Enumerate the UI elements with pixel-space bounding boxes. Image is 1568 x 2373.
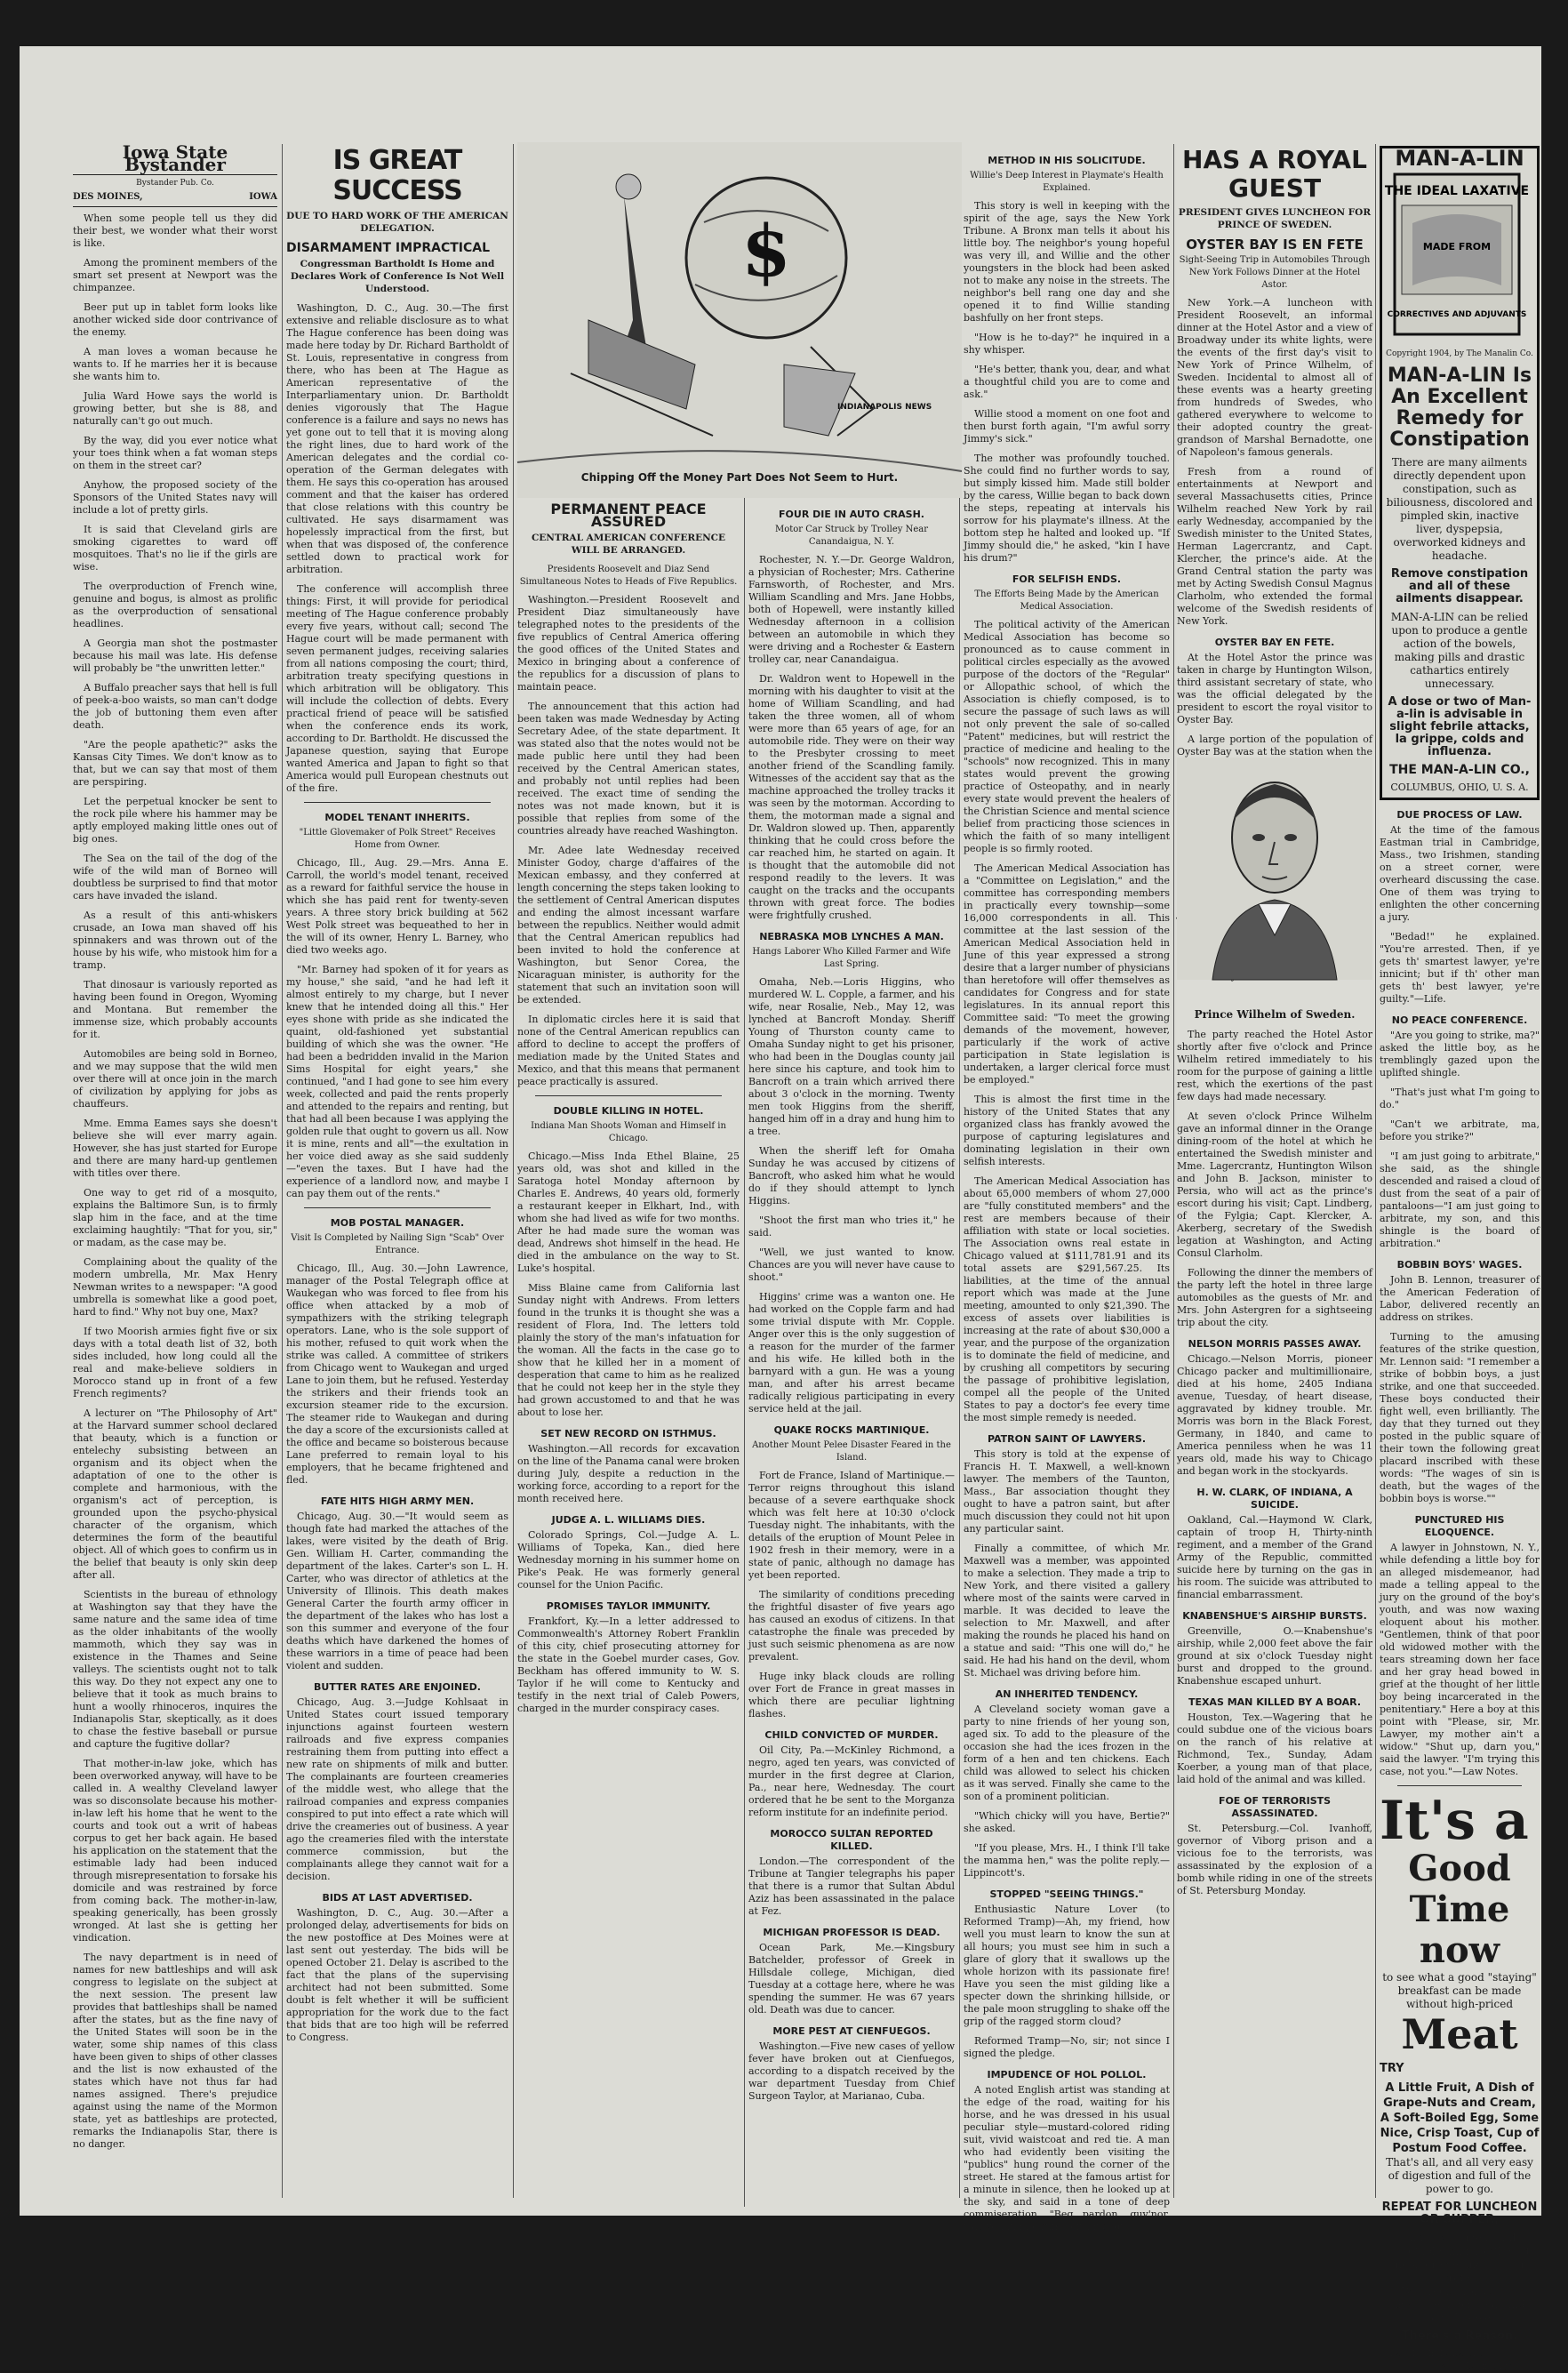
article-title: METHOD IN HIS SOLICITUDE. xyxy=(988,155,1146,166)
article-deck: Willie's Deep Interest in Playmate's Health Explained. xyxy=(970,171,1164,193)
paragraph: Mme. Emma Eames says she doesn't believe she will ever marry again. However, she has just started for Europe and there are many hard-up gentlemen with titles over there. xyxy=(73,1118,277,1179)
paragraph: Houston, Tex.—Wagering that he could subdue one of the vicious boars on the ranch of his relative at Richmond, Tex., Sunday, Adam Koerber, a young man of that place, laid hold of the animal and was killed. xyxy=(1177,1712,1372,1785)
paragraph: Finally a committee, of which Mr. Maxwell was a member, was appointed to make a selection. They made a trip to New York, and there visited a gallery where most of the saints were carved in marble. It was decided to leave the selection to Mr. Maxwell, and after making the rounds he placed his hand on a statue and said: "This one will do," he said. He had his hand on the devil, whom St. Michael was driving before him. xyxy=(964,1543,1170,1679)
article-body xyxy=(748,1744,955,1819)
column-rule xyxy=(1375,144,1376,2198)
cartoon-caption: Chipping Off the Money Part Does Not Seem to Hurt. xyxy=(580,471,899,484)
article-title: BOBBIN BOYS' WAGES. xyxy=(1396,1259,1523,1271)
article-title: SET NEW RECORD ON ISTHMUS. xyxy=(540,1428,716,1439)
headline-great-success: IS GREAT SUCCESS xyxy=(332,145,462,206)
subhead: DISARMAMENT IMPRACTICAL xyxy=(286,241,491,255)
article-deck: Another Mount Pelee Disaster Feared in the Island. xyxy=(752,1440,951,1463)
hague-column xyxy=(286,146,508,2200)
masthead-publisher: Bystander Pub. Co. xyxy=(136,179,214,188)
paragraph: Omaha, Neb.—Loris Higgins, who murdered W. L. Copple, a farmer, and his wife, near Rosalie, Neb., May 12, was lynched at Bancroft Monday. Sheriff Young of Thurston county came to Omaha Sunday night to get his prisoner, who had been in the Douglas county jail here since his capture, and took him to Bancroft on a train which arrived there about 3 o'clock in the morning. Twenty men took Higgins from the sheriff, hanged him off in a dray and hung him to a tree. xyxy=(748,976,955,1137)
paragraph: "I am just going to arbitrate," she said, as the shingle descended and raised a cloud of dust from the seat of a pair of pantaloons—"I am just going to arbitrate, my son, and this shingle is the board of arbitration." xyxy=(1380,1150,1540,1249)
article-body xyxy=(1177,1353,1372,1478)
article-title: PUNCTURED HIS ELOQUENCE. xyxy=(1414,1514,1505,1538)
paragraph: Scientists in the bureau of ethnology at Washington say that they have the same nature and the same idea of time as the older inhabitants of the woolly mammoth, which they say was in existence in the Thames and Seine valleys. The scientists ought not to talk this way. Do they not expect any one to believe that it took as much brains to hunt a woolly rhinoceros, inquires the Indianapolis Star, skeptically, as it does to chase the festive baseball or pursue and capture the fugitive dollar? xyxy=(73,1589,277,1750)
paragraph: The overproduction of French wine, genuine and bogus, is almost as prolific as the overproduction of sensational headlines. xyxy=(73,581,277,629)
article-body xyxy=(1177,1823,1372,1897)
paragraph: The conference will accomplish three things: First, it will provide for periodical meeting of The Hague conference probably every five years, without call; second The Hague court will be made permanent with seven permanent judges, receiving salaries from all nations composing the court; third, arbitration treaty specifying questions in which arbitration will be obligatory. This will include the collection of debts. Every practical friend of peace will be satisfied when the conference ends its work, according to Dr. Bartholdt. He discussed the Japanese question, saying that Europe wanted America and Japan to fight so that America would pull European chestnuts out of the fire. xyxy=(286,583,508,794)
article-title: NELSON MORRIS PASSES AWAY. xyxy=(1188,1338,1362,1350)
article-body xyxy=(1380,1274,1540,1505)
paragraph: Dr. Waldron went to Hopewell in the morning with his daughter to visit at the home of William Scandling, and had taken the three women, all of whom were more than 65 years of age, for an automobile ride. They were on their way to the Presbyter crossing to meet another friend of the Scandling family. Witnesses of the accident say that as the machine approached the trolley tracks it was seen by the motorman. According to them, the motorman made a signal and Dr. Waldron slowed up. Then, apparently thinking that he could cross before the car reached him, he started on again. It is thought that the automobile did not respond readily to the levers. It was caught on the tracks and the occupants thrown with great force. The bodies were frightfully crushed. xyxy=(748,673,955,921)
paragraph: Washington, D. C., Aug. 30.—After a prolonged delay, advertisements for bids on the new postoffice at Des Moines were at last sent out yesterday. The bids will be opened October 21. Delay is ascribed to the fact that the plans of the supervising architect had not been submitted. Some doubt is felt whether it will be sufficient appropriation for the work due to the fact that bids that are too high will be referred to Congress. xyxy=(286,1907,508,2043)
article-title: OYSTER BAY EN FETE. xyxy=(1214,637,1335,648)
article-body xyxy=(1177,1625,1372,1688)
paragraph: That dinosaur is variously reported as having been found in Oregon, Wyoming and Montana. But remember the immense size, which probably accounts for it. xyxy=(73,979,277,1040)
paragraph: Chicago, Ill., Aug. 29.—Mrs. Anna E. Carroll, the world's model tenant, received as a reward for faithful service the house in which she has paid rent for twenty-seven years. A three story brick building at 562 West Polk street was bequeathed to her in the will of its owner, Henry L. Barney, who died two weeks ago. xyxy=(286,857,508,956)
article-body xyxy=(286,857,508,1200)
svg-text:MADE FROM: MADE FROM xyxy=(1422,241,1492,253)
paragraph: A noted English artist was standing at the edge of the road, waiting for his horse, and he was dressed in his usual peculiar style—mustard-colored riding suit, vivid waistcoat and red tie. A man who had evidently been visiting the "publics" hung round the corner of the street. He stared at the famous artist for a minute in silence, then he looked up at the sky, and said in a tone of deep commiseration, "Beg pardon, guv'nor, was you in mournin' for anybody?" xyxy=(964,2084,1170,2233)
dollar-sign: $ xyxy=(741,209,791,293)
article-title: DUE PROCESS OF LAW. xyxy=(1396,809,1523,821)
article-title: NO PEACE CONFERENCE. xyxy=(1391,1014,1528,1026)
article-body xyxy=(964,200,1170,565)
article-body xyxy=(286,302,508,795)
paragraph: Washington.—All records for excavation on the line of the Panama canal were broken during July, despite a reduction in the working force, according to a report for the month received here. xyxy=(517,1443,740,1504)
paragraph: Huge inky black clouds are rolling over Fort de France in great masses in which there are peculiar lightning flashes. xyxy=(748,1671,955,1720)
article-title: MODEL TENANT INHERITS. xyxy=(324,812,470,823)
divider xyxy=(1397,1785,1522,1786)
article-body xyxy=(517,1443,740,1505)
headline-royal-guest: HAS A ROYAL GUEST xyxy=(1182,145,1367,203)
paragraph: It is said that Cleveland girls are smoking cigarettes to ward off mosquitoes. That's no lie if the girls are wise. xyxy=(73,524,277,573)
article-title: MICHIGAN PROFESSOR IS DEAD. xyxy=(763,1927,940,1938)
paragraph: One way to get rid of a mosquito, explains the Baltimore Sun, is to firmly slap him in the face, and at the time exclaiming haughtily: "That for you, sir," or madam, as the case may be. xyxy=(73,1187,277,1248)
paragraph: The American Medical Association has about 65,000 members of whom 27,000 are "fully constituted members" and the rest are members because of their affiliation with state or local societies. The Association owns real estate in Chicago valued at $111,781.91 and its total assets are $291,567.25. Its liabilities, at the time of the annual report which was made at the June meeting, amounted to only $21,390. The excess of assets over liabilities is increasing at the rate of about $30,000 a year, and the purpose of the organization is to dominate the field of medicine, and by crushing all competitors by securing the passage of prohibitive legislation, compel all the people of the United States to pay a doctor's fee every time the most simple remedy is needed. xyxy=(964,1175,1170,1423)
article-body xyxy=(1380,1030,1540,1250)
article-body xyxy=(517,594,740,1088)
article-body xyxy=(748,1856,955,1918)
paragraph: The party reached the Hotel Astor shortly after five o'clock and Prince Wilhelm retired immediately to his room for the purpose of gaining a little rest, which the exertions of the past few days had made necessary. xyxy=(1177,1029,1372,1102)
paragraph: This story is well in keeping with the spirit of the age, says the New York Tribune. A Bronx man tells it about his little boy. The neighbor's young hopeful was very ill, and Willie and the other youngsters in the block had been asked not to make any noise in the streets. The neighbor's bell rang one day and she opened it to find Willie standing bashfully on her front steps. xyxy=(964,200,1170,324)
paragraph: As a result of this anti-whiskers crusade, an Iowa man shaved off his spinnakers and was thrown out of the house by his wife, who mistook him for a tramp. xyxy=(73,910,277,971)
article-title: CHILD CONVICTED OF MURDER. xyxy=(764,1729,939,1741)
paragraph: If two Moorish armies fight five or six days with a total death list of 32, both sides included, how long could all the real and make-believe soldiers in Morocco stand up in front of a few French regiments? xyxy=(73,1326,277,1399)
laxative-package-icon xyxy=(1386,170,1528,339)
paragraph: The American Medical Association has a "Committee on Legislation," and the committee has corresponding members in practically every township—some 16,000 correspondents in all. This committee at the last session of the American Medical Association held in June of this year expressed a strong desire that a larger number of physicians than heretofore will offer themselves as candidates for Congress and for state legislatures. In its annual report this Committee said: "To meet the growing demands of the movement, however, particularly if the work of active participation in State legislation is undertaken, a larger clerical force must be employed." xyxy=(964,862,1170,1086)
divider xyxy=(535,1095,722,1096)
subdeck: Congressman Bartholdt Is Home and Declares Work of Conference Is Not Well Understood. xyxy=(290,259,505,294)
paragraph: At the time of the famous Eastman trial in Cambridge, Mass., two Irishmen, standing on a street corner, were overheard discussing the case. One of them was trying to enlighten the other concerning a jury. xyxy=(1380,824,1540,923)
subdeck: Presidents Roosevelt and Diaz Send Simultaneous Notes to Heads of Five Republics. xyxy=(519,565,738,587)
article-title: BUTTER RATES ARE ENJOINED. xyxy=(314,1681,481,1693)
paragraph: Automobiles are being sold in Borneo, and we may suppose that the wild men over there will at once join in the march of civilization by applying for jobs as chauffeurs. xyxy=(73,1048,277,1110)
paragraph: This story is told at the expense of Francis H. T. Maxwell, a well-known lawyer. The members of the Taunton, Mass., Bar association thought they ought to have a patron saint, but after much discussion they could not hit upon any particular saint. xyxy=(964,1448,1170,1535)
newspaper-sign: INDIANAPOLIS NEWS xyxy=(837,403,932,412)
masthead-dateline: DES MOINES, IOWA xyxy=(73,191,277,207)
paragraph: A Cleveland society woman gave a party to nine friends of her young son, aged six. To add to the pleasure of the occasion she had the ices frozen in the form of a hen and ten chickens. Each child was allowed to select his chicken as it was served. Finally she came to the son of a prominent politician. xyxy=(964,1704,1170,1802)
paragraph: A man loves a woman because he wants to. If he marries her it is because she wants him to. xyxy=(73,346,277,382)
article-body xyxy=(748,976,955,1415)
article-body xyxy=(1177,297,1372,628)
paragraph: Chicago.—Miss Inda Ethel Blaine, 25 years old, was shot and killed in the Saratoga hotel Monday afternoon by Charles E. Andrews, 40 years old, formerly a restaurant keeper in Elkhart, Ind., with whom she had lived as wife for two months. After he had made sure the woman was dead, Andrews shot himself in the head. He died in the ambulance on the way to St. Luke's hospital. xyxy=(517,1150,740,1274)
paragraph: Fresh from a round of entertainments at Newport and several Massachusetts cities, Prince Wilhelm reached New York by rail early Wednesday, accompanied by the Swedish minister to the United States, Herman Lagercrantz, and Capt. Klercher, the prince's aide. At the Grand Central station the party was met by Acting Swedish Consul Magnus Clarholm, who extended the formal welcome of the Swedish residents of New York. xyxy=(1177,466,1372,627)
paragraph: Oakland, Cal.—Haymond W. Clark, captain of troop H, Thirty-ninth regiment, and a member of the Grand Army of the Republic, committed suicide here by turning on the gas in his room. The suicide was attributed to financial embarrassment. xyxy=(1177,1514,1372,1600)
svg-text:CORRECTIVES AND ADJUVANTS: CORRECTIVES AND ADJUVANTS xyxy=(1387,310,1527,319)
article-body xyxy=(286,1696,508,1883)
article-title: STOPPED "SEEING THINGS." xyxy=(989,1888,1144,1900)
paragraph: Turning to the amusing features of the strike question, Mr. Lennon said: "I remember a strike of bobbin boys, a just strike, and one that succeeded. These boys conducted their fight well, even brilliantly. The day that they turned out they posted in the public square of their town the following great placard inscribed with these words: "The wages of sin is death, but the wages of the bobbin boys is worse."" xyxy=(1380,1331,1540,1504)
article-deck: "Little Glovemaker of Polk Street" Receives Home from Owner. xyxy=(299,828,496,850)
deck: DUE TO HARD WORK OF THE AMERICAN DELEGATION. xyxy=(286,211,508,234)
article-body xyxy=(517,1150,740,1419)
paragraph: "Can't we arbitrate, ma, before you strike?" xyxy=(1380,1118,1540,1142)
column-rule xyxy=(1173,144,1174,2198)
article-title: DOUBLE KILLING IN HOTEL. xyxy=(553,1105,704,1117)
article-body xyxy=(1380,1542,1540,1778)
cartoon-illustration xyxy=(517,142,962,498)
paragraph: Miss Blaine came from California last Sunday night with Andrews. From letters found in the trunks it is thought she was a resident of Flora, Ind. The letters told plainly the story of the man's infatuation for the woman. All the facts in the case go to show that he killed her in a moment of desperation that came to him as he realized that he could not keep her in the style they had grown accustomed to and that he was about to lose her. xyxy=(517,1282,740,1418)
paragraph: Fort de France, Island of Martinique.—Terror reigns throughout this island because of a severe earthquake shock which was felt here at 10:30 o'clock Tuesday night. The inhabitants, with the details of the eruption of Mount Pelee in 1902 fresh in their memory, were in a state of panic, although no damage has yet been reported. xyxy=(748,1470,955,1581)
article-body xyxy=(748,1942,955,2016)
article-title: QUAKE ROCKS MARTINIQUE. xyxy=(773,1424,930,1436)
royal-guest-column xyxy=(1177,145,1372,758)
article-body xyxy=(748,1470,955,1720)
column-rule xyxy=(744,495,745,2207)
article-body xyxy=(517,1615,740,1715)
article-title: NEBRASKA MOB LYNCHES A MAN. xyxy=(759,931,944,942)
paragraph: A Buffalo preacher says that hell is full of peek-a-boo waists, so man can't dodge the job of buttoning them even after death. xyxy=(73,682,277,731)
paragraph: Higgins' crime was a wanton one. He had worked on the Copple farm and had some trivial dispute with Mr. Copple. Anger over this is the only suggestion of a reason for the murder of the farmer and his wife. He killed both in the barnyard with a gun. He was a young man, and after his arrest became radically religious participating in every service held at the jail. xyxy=(748,1291,955,1415)
paragraph: The announcement that this action had been taken was made Wednesday by Acting Secretary Adee, of the state department. It was stated also that the notes would not be made public here until they had been received by the Central American states, and probably not until replies had been received. The exact time of sending the notes was not made known, but it is possible that replies from some of the countries already have reached Washington. xyxy=(517,701,740,837)
paragraph: A lecturer on "The Philosophy of Art" at the Harvard summer school declared that beauty, which is a function or entelechy subsisting between an organism and its object when the adaptation of one to the other is complete and harmonious, with the organism's act of perception, is grounded upon the psycho-physical character of the organism, which determines the form of the beautiful object. All of which goes to confirm us in the belief that beauty is only skin deep after all. xyxy=(73,1407,277,1581)
divider xyxy=(304,1207,491,1208)
paragraph: The political activity of the American Medical Association has become so pronounced as to cause comment in political circles especially as the avowed purpose of the doctors of the "Regular" or Allopathic school, of which the Association is chiefly composed, is to secure the passage of such laws as will not only prevent the sale of so-called "Patent" medicines, but will restrict the practice of medicine and healing to the "schools" now recognized. This in many states would prevent the growing practice of Osteopathy, and in nearly every state would prevent the healers of the Christian Science and mental science belief from practicing those sciences in which the faith of so many intelligent people is so firmly rooted. xyxy=(964,619,1170,854)
paragraph: The mother was profoundly touched. She could find no further words to say, but simply kissed him. Made still bolder by the caress, Willie began to back down the steps, repeating at intervals his sorrow for his playmate's illness. At the bottom step he halted and looked up. "If Jimmy should die," he asked, "kin I have his drum?" xyxy=(964,453,1170,564)
article-title: AN INHERITED TENDENCY. xyxy=(995,1688,1139,1700)
deck: CENTRAL AMERICAN CONFERENCE WILL BE ARRANGED. xyxy=(531,533,726,556)
paragraph: A Georgia man shot the postmaster because his mail was late. His defense will probably be "the unwritten letter." xyxy=(73,637,277,674)
article-body xyxy=(964,2084,1170,2233)
article-body xyxy=(286,1511,508,1672)
paragraph: A lawyer in Johnstown, N. Y., while defending a little boy for an alleged misdemeanor, had made a telling appeal to the jury on the ground of the boy's youth, and was now waxing eloquent about his mother. "Gentlemen, think of that poor old widowed mother with the tears streaming down her face and her gray head bowed in grief at the thought of her little boy being incarcerated in the penitentiary." Here a boy at this point with "Please, sir, Mr. Lawyer, my mother ain't a widow." "Shut up, darn you," said the lawyer. "I'm trying this case, not you."—Law Notes. xyxy=(1380,1542,1540,1777)
divider xyxy=(304,802,491,803)
paragraph: "Bedad!" he explained. "You're arrested. Then, if ye gets th' smartest lawyer, ye're innicint; but if th' other man gets th' best lawyer, ye're guilty."—Life. xyxy=(1380,931,1540,1005)
column-rule xyxy=(282,144,283,2198)
article-title: FOR SELFISH ENDS. xyxy=(1012,573,1122,585)
article-deck: Hangs Laborer Who Killed Farmer and Wife Last Spring. xyxy=(752,947,951,969)
paragraph: "He's better, thank you, dear, and what a thoughtful child you are to come and ask." xyxy=(964,364,1170,400)
article-deck: The Efforts Being Made by the American Medical Association. xyxy=(974,589,1159,612)
paragraph: Washington.—President Roosevelt and President Diaz simultaneously have telegraphed notes to the presidents of the five republics of Central America offering the good offices of the United States and Mexico in bringing about a conference of the republics for a discussion of plans to maintain peace. xyxy=(517,594,740,693)
paragraph: Mr. Adee late Wednesday received Minister Godoy, charge d'affaires of the Mexican embassy, and they conferred at length concerning the steps taken looking to the settlement of Central American disputes and ending the almost incessant warfare between the republics. Neither would admit that the Central American republics had been invited to hold the conference at Washington, but Senor Corea, the Nicaraguan minister, is authority for the statement that such an invitation soon will be extended. xyxy=(517,845,740,1006)
article-body xyxy=(1177,1712,1372,1786)
royal-guest-continued xyxy=(1177,1029,1372,2198)
newspaper-page xyxy=(20,46,1541,2371)
paragraph: Rochester, N. Y.—Dr. George Waldron, a physician of Rochester; Mrs. Catherine Farnsworth, of Rochester, and Mrs. William Scandling and Mrs. Jane Hobbs, both of Hopewell, were instantly killed Wednesday afternoon in a collision between an automobile in which they were driving and a Rochester & Eastern trolley car, near Canandaigua. xyxy=(748,554,955,665)
paragraph: Let the perpetual knocker be sent to the rock pile where his hammer may be aptly employed making little ones out of big ones. xyxy=(73,796,277,845)
paragraph: Chicago, Ill., Aug. 30.—John Lawrence, manager of the Postal Telegraph office at Waukegan who was forced to flee from his office when attacked by a mob of sympathizers with the striking telegraph operators. Lane, who is the sole support of his mother, refused to quit work when the strike was called. A committee of strikers from Chicago went to Waukegan and urged Lane to join them, but he refused. Yesterday the strikers and their friends took an excursion steamer ride to the excursion. The steamer ride to Waukegan and during the day a score of the excursionists called at the office and became so boisterous because Lane preferred to remain loyal to his employers, that he became frightened and fled. xyxy=(286,1263,508,1486)
paragraph: Willie stood a moment on one foot and then burst forth again, "I'm awful sorry Jimmy's sick." xyxy=(964,408,1170,445)
article-title: JUDGE A. L. WILLIAMS DIES. xyxy=(551,1514,706,1526)
paragraph: Washington, D. C., Aug. 30.—The first extensive and reliable disclosure as to what The Hague conference has been doing was made here today by Dr. Richard Bartholdt of St. Louis, representative in congress from there, who has been at The Hague as American representative of the Interparliamentary union. Dr. Bartholdt denies vigorously that The Hague conference is a failure and says no news has yet gone out to tell that it is moving along the right lines, due to hard work of the American delegates and the cordial co-operation of the German delegates with them. He says this co-operation has aroused comment and that the kaiser has ordered that close relations with this country be cultivated. He says disarmament was hopelessly impractical from the first, but when that was disposed of, the conference settled down to practical work for arbitration. xyxy=(286,302,508,575)
article-body xyxy=(964,1448,1170,1680)
deck: PRESIDENT GIVES LUNCHEON FOR PRINCE OF SWEDEN. xyxy=(1178,207,1372,230)
paragraph: Colorado Springs, Col.—Judge A. L. Williams of Topeka, Kan., died here Wednesday morning in his summer home on Pike's Peak. He was formerly general counsel for the Union Pacific. xyxy=(517,1529,740,1591)
paragraph: "How is he to-day?" he inquired in a shy whisper. xyxy=(964,332,1170,356)
article-body xyxy=(1177,1029,1372,1329)
article-title: FOE OF TERRORISTS ASSASSINATED. xyxy=(1218,1795,1332,1819)
paragraph: "Shoot the first man who tries it," he said. xyxy=(748,1215,955,1239)
paragraph: That mother-in-law joke, which has been overworked anyway, will have to be called in. A wealthy Cleveland lawyer was so disconsolate because his mother-in-law left his home that he went to the courts and took out a writ of habeas corpus to get her back again. He based his application on the statement that the estimable lady had been induced through misrepresentation to forsake his domicile and was restrained by force from coming back. The mother-in-law, speaking generically, has been grossly wronged. At last she is getting her vindication. xyxy=(73,1758,277,1944)
paragraph: In diplomatic circles here it is said that none of the Central American republics can afford to decline to accept the proffers of mediation made by the United States and Mexico, and that this means that permanent peace practically is assured. xyxy=(517,1014,740,1087)
article-title: BIDS AT LAST ADVERTISED. xyxy=(322,1892,473,1904)
editorial-paragraphs xyxy=(73,212,277,2151)
paragraph: "Are the people apathetic?" asks the Kansas City Times. We don't know as to that, but we can say that most of them are perspiring. xyxy=(73,739,277,788)
article-deck: Indiana Man Shoots Woman and Himself in Chicago. xyxy=(531,1121,726,1143)
paragraph: The navy department is in need of names for new battleships and will ask congress to legislate on the subject at the next session. The present law provides that battleships shall be named after the states, but as the fine navy of the United States will soon be in the water, some ship names of this class have been given to ships of other classes and the list is now exhausted of the states which have not thus far had names assigned. There's prejudice against using the name of the Mormon state, yet as battleships are protected, remarks the Indianapolis Star, there is no danger. xyxy=(73,1952,277,2150)
paragraph: Enthusiastic Nature Lover (to Reformed Tramp)—Ah, my friend, how well you must learn to know the sun at all hours; you must see him in such a glare of glory that it swallows up the whole horizon with its passionate fire! Have you seen the mist gilding like a specter down the shrinking hillside, or the pale moon struggling to shake off the grip of the ragged storm cloud? xyxy=(964,1904,1170,2027)
article-title: FATE HITS HIGH ARMY MEN. xyxy=(320,1495,475,1507)
paragraph: Oil City, Pa.—McKinley Richmond, a negro, aged ten years, was convicted of murder in the first degree at Clarion, Pa., near here, Wednesday. The court ordered that he be sent to the Morganza reform institute for an indefinite period. xyxy=(748,1744,955,1818)
article-title: MORE PEST AT CIENFUEGOS. xyxy=(772,2025,931,2037)
paragraph: London.—The correspondent of the Tribune at Tangier telegraphs his paper that there is a rumor that Sultan Abdul Aziz has been assassinated in the palace at Fez. xyxy=(748,1856,955,1917)
paragraph: At seven o'clock Prince Wilhelm gave an informal dinner in the Orange dining-room of the hotel at which he entertained the Swedish minister and Mme. Lagercrantz, Huntington Wilson and John B. Jackson, minister to Persia, who will act as the prince's escort during his visit; Capt. Lindberg, of the Fylgia; Capt. Klercker, A. Akerberg, secretary of the Swedish legation at Washington, and Acting Consul Clarholm. xyxy=(1177,1110,1372,1259)
paragraph: Anyhow, the proposed society of the Sponsors of the United States navy will include a lot of pretty girls. xyxy=(73,479,277,516)
article-body xyxy=(1177,1514,1372,1601)
paragraph: New York.—A luncheon with President Roosevelt, an informal dinner at the Hotel Astor and a view of Broadway under its white lights, were the events of the first day's visit to New York of Prince Wilhelm, of Sweden. Incidental to almost all of these events was a hearty greeting from hundreds of Swedes, who gathered everywhere to welcome to their adopted country the great-grandson of Marshal Bernadotte, one of Napoleon's famous generals. xyxy=(1177,297,1372,458)
paragraph: A large portion of the population of Oyster Bay was at the station when the xyxy=(1177,734,1372,758)
article-title: H. W. CLARK, OF INDIANA, A SUICIDE. xyxy=(1196,1487,1353,1511)
paragraph: When the sheriff left for Omaha Sunday he was accused by citizens of Bancroft, who asked him what he would do if they should attempt to lynch Higgins. xyxy=(748,1145,955,1207)
paragraph: Beer put up in tablet form looks like another wicked side door contrivance of the enemy. xyxy=(73,301,277,338)
paragraph: Ocean Park, Me.—Kingsbury Batchelder, professor of Greek in Hillsdale college, Michigan, died Tuesday at a cottage here, where he was spending the summer. He was 67 years old. Death was due to cancer. xyxy=(748,1942,955,2016)
paragraph: When some people tell us they did their best, we wonder what their worst is like. xyxy=(73,212,277,249)
paragraph: Julia Ward Howe says the world is growing better, but she is 88, and naturally can't go out much. xyxy=(73,390,277,427)
news-column xyxy=(748,500,955,2198)
paragraph: "Which chicky will you have, Bertie?" she asked. xyxy=(964,1810,1170,1834)
postum-ad: It's a Good Time now to see what a good "staying" breakfast can be made without high-priced Meat TRY A Little Fruit, A Dish of Grape-Nuts and Cream, A Soft-Boiled Egg, Some Nice, Crisp Toast, Cup of Postum Food Coffee. That's all, and all very easy of digestion and full of the power to go. REPEAT FOR LUNCHEON OR SUPPER, and have a meat and vegetable dinner either at noon or evening, as you prefer. We predict for you an increase in physical and mental power. "There's a Reason." Read the "little health classic," "The Road to Wellville," in pkgs. xyxy=(1380,1790,1540,2371)
paragraph: Chicago, Aug. 3.—Judge Kohlsaat in United States court issued temporary injunctions against fourteen western railroads and five express companies restraining them from putting into effect a new rate on shipments of milk and butter. The complainants are fourteen creameries of the middle west, who allege that the railroad companies and express companies conspired to put into effect a rate which will drive the creameries out of business. A year ago the creameries filed with the interstate commerce commission, but the complainants allege they cannot wait for a decision. xyxy=(286,1696,508,1882)
headline-peace: PERMANENT PEACE ASSURED xyxy=(550,501,707,530)
article-title: MOROCCO SULTAN REPORTED KILLED. xyxy=(770,1828,933,1852)
article-body xyxy=(748,2040,955,2103)
paragraph: Frankfort, Ky.—In a letter addressed to Commonwealth's Attorney Robert Franklin of this city, chief prosecuting attorney for the state in the Goebel murder cases, Gov. Beckham has offered immunity to W. S. Taylor if he will come to Kentucky and testify in the next trial of Caleb Powers, charged in the murder conspiracy cases. xyxy=(517,1615,740,1714)
paragraph: "Mr. Barney had spoken of it for years as my house," she said, "and he had left it almost entirely to my charge, but I never knew that he intended doing all this." Her eyes shone with pride as she indicated the quaint, old-fashioned yet substantial building of which she was the owner. "He had been a bedridden invalid in the Marion Sims Hospital for eight years," she continued, "and I had gone to see him every week, collected and paid the rents properly and attended to the repairs and renting, but that had all been because I was applying the golden rule that ought to govern us all. Now it is mine, rents and all"—the exultation in her voice died away as she said suddenly —"even the taxes. But I have had the experience of a landlord now, and maybe I can pay them out of the rents." xyxy=(286,964,508,1199)
masthead-title: Iowa State Bystander xyxy=(73,146,277,175)
manalin-ad: MAN-A-LIN THE IDEAL LAXATIVE MADE FROM CORRECTIVES AND ADJUVANTS Copyright 1904, by The Manalin Co. MAN-A-LIN Is An Excellent Remedy for Constipation There are many ailments directly dependent upon constipation, such as biliousness, discolored and pimpled skin, inactive liver, dyspepsia, overworked kidneys and headache. Remove constipation and all of these ailments disappear. MAN-A-LIN can be relied upon to produce a gentle action of the bowels, making pills and drastic cathartics entirely unnecessary. A dose or two of Man-a-lin is advisable in slight febrile attacks, la grippe, colds and influenza. THE MAN-A-LIN CO., COLUMBUS, OHIO, U. S. A. xyxy=(1380,146,1540,800)
article-title: PATRON SAINT OF LAWYERS. xyxy=(987,1433,1147,1445)
paragraph: Reformed Tramp—No, sir; not since I signed the pledge. xyxy=(964,2035,1170,2059)
column-rule xyxy=(513,144,514,2198)
paragraph: Following the dinner the members of the party left the hotel in three large automobiles as the guests of Mr. and Mrs. John Astergren for a sightseeing trip about the city. xyxy=(1177,1267,1372,1328)
article-body xyxy=(286,1907,508,2044)
article-body xyxy=(517,1529,740,1591)
paragraph: St. Petersburg.—Col. Ivanhoff, governor of Viborg prison and a vicious foe to the terrorists, was assassinated by the explosion of a bomb while riding in one of the streets of St. Petersburg Monday. xyxy=(1177,1823,1372,1896)
article-title: MOB POSTAL MANAGER. xyxy=(330,1217,465,1229)
svg-text:THE IDEAL LAXATIVE: THE IDEAL LAXATIVE xyxy=(1384,184,1530,198)
article-body xyxy=(748,554,955,922)
features-column xyxy=(964,146,1170,2233)
paragraph: This is almost the first time in the history of the United States that any organized class has frankly avowed the purpose of capturing legislatures and dominating legislation in their own selfish interests. xyxy=(964,1094,1170,1167)
paragraph: "If you please, Mrs. H., I think I'll take the mamma hen," was the polite reply.—Lippincott's. xyxy=(964,1842,1170,1879)
article-title: FOUR DIE IN AUTO CRASH. xyxy=(779,509,924,520)
ad-headline: MAN-A-LIN Is An Excellent Remedy for Constipation xyxy=(1387,365,1532,451)
article-body xyxy=(286,1263,508,1487)
article-deck: Motor Car Struck by Trolley Near Canandaigua, N. Y. xyxy=(774,525,928,547)
paragraph: Washington.—Five new cases of yellow fever have broken out at Cienfuegos, according to a dispatch received by the war department Tuesday from Chief Surgeon Taylor, at Marianao, Cuba. xyxy=(748,2040,955,2102)
paragraph: "That's just what I'm going to do." xyxy=(1380,1086,1540,1110)
paragraph: Among the prominent members of the smart set present at Newport was the chimpanzee. xyxy=(73,257,277,293)
paragraph: Chicago.—Nelson Morris, pioneer Chicago packer and multimillionaire, died at his home, 2405 Indiana avenue, Tuesday, of heart disease, aggravated by kidney trouble. Mr. Morris was born in the Black Forest, Germany, in 1840, and came to America penniless when he was 11 years old, made his way to Chicago and began work in the stockyards. xyxy=(1177,1353,1372,1477)
subdeck: Sight-Seeing Trip in Automobiles Through New York Follows Dinner at the Hotel Astor. xyxy=(1179,255,1371,290)
prince-portrait xyxy=(1177,758,1372,980)
article-title: KNABENSHUE'S AIRSHIP BURSTS. xyxy=(1182,1610,1367,1622)
paragraph: The Sea on the tail of the dog of the wife of the wild man of Borneo will doubtless be surprised to find that motor cars have invaded the island. xyxy=(73,853,277,902)
advertising-column xyxy=(1380,146,1540,2371)
article-body xyxy=(964,619,1170,1424)
article-body xyxy=(964,1904,1170,2060)
article-title: TEXAS MAN KILLED BY A BOAR. xyxy=(1188,1696,1362,1708)
subhead: OYSTER BAY IS EN FETE xyxy=(1186,236,1364,253)
portrait-caption: Prince Wilhelm of Sweden. xyxy=(1194,1008,1356,1021)
paragraph: The similarity of conditions preceding the frightful disaster of five years ago has caused an exodus of citizens. In that catastrophe the finale was preceded by just such seismic phenomena as are now prevalent. xyxy=(748,1589,955,1663)
article-body xyxy=(964,1704,1170,1880)
paragraph: "Are you going to strike, ma?" asked the little boy, as he tremblingly gazed upon the uplifted shingle. xyxy=(1380,1030,1540,1078)
paragraph: Chicago, Aug. 30.—"It would seem as though fate had marked the attaches of the lakes, were visited by the death of Brig. Gen. William H. Carter, commanding the department of the lakes. Carter's son L. H. Carter, who was director of athletics at the University of Illinois. This death makes General Carter the fourth army officer in the department of the lakes who has lost a son this summer and everyone of the four deaths which have darkened the homes of these warriors in a time of peace had been violent and sudden. xyxy=(286,1511,508,1672)
editorial-column xyxy=(73,141,277,2200)
article-deck: Visit Is Completed by Nailing Sign "Scab" Over Entrance. xyxy=(291,1233,504,1255)
paragraph: Complaining about the quality of the modern umbrella, Mr. Max Henry Newman writes to a newspaper: "A good umbrella is somewhat like a good poet, hard to find." Why not buy one, Max? xyxy=(73,1256,277,1318)
article-title: PROMISES TAYLOR IMMUNITY. xyxy=(546,1600,711,1612)
paragraph: "Well, we just wanted to know. Chances are you will never have cause to shoot." xyxy=(748,1247,955,1283)
peace-column xyxy=(517,500,740,2198)
article-title: IMPUDENCE OF HOL POLLOL. xyxy=(987,2069,1147,2080)
ad-brand: MAN-A-LIN xyxy=(1395,146,1524,171)
paragraph: Greenville, O.—Knabenshue's airship, while 2,000 feet above the fair ground at six o'clock Tuesday night burst and dropped to the ground. Knabenshue escaped unhurt. xyxy=(1177,1625,1372,1687)
article-body xyxy=(1380,824,1540,1006)
paragraph: John B. Lennon, treasurer of the American Federation of Labor, delivered recently an address on strikes. xyxy=(1380,1274,1540,1323)
paragraph: At the Hotel Astor the prince was taken in charge by Huntington Wilson, third assistant secretary of state, who was the official delegated by the president to escort the royal visitor to Oyster Bay. xyxy=(1177,652,1372,726)
paragraph: By the way, did you ever notice what your toes think when a fat woman steps on them in the street car? xyxy=(73,435,277,471)
